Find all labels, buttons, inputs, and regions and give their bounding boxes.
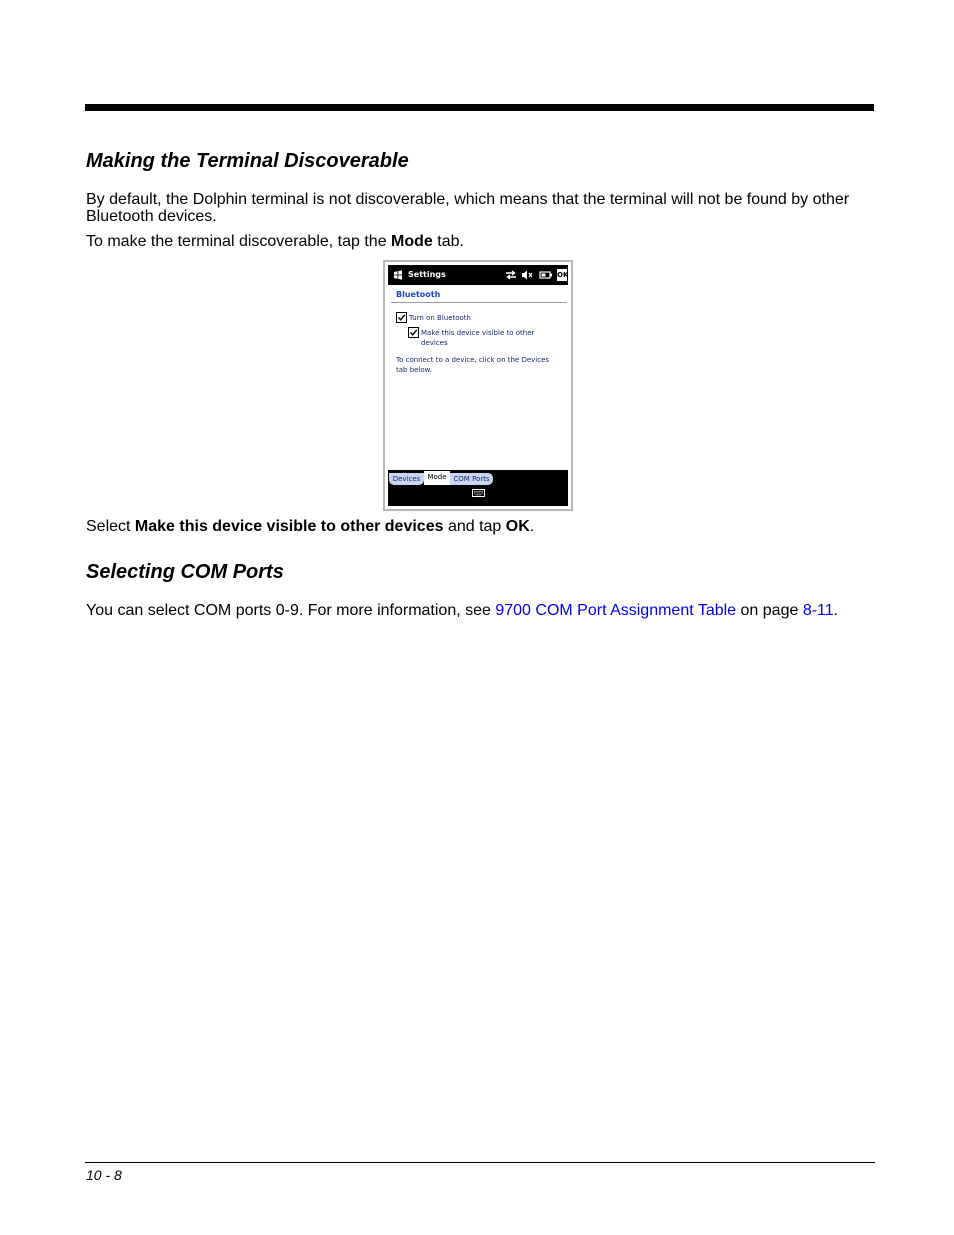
make-visible-checkbox[interactable] — [408, 327, 419, 338]
ok-bold: OK — [505, 518, 530, 535]
windows-logo-icon — [393, 270, 403, 280]
section-heading-com-ports: Selecting COM Ports — [86, 561, 284, 583]
device-bottom-bar — [388, 470, 568, 506]
header-rule — [85, 104, 874, 111]
battery-icon — [539, 270, 553, 280]
turn-on-bluetooth-checkbox[interactable] — [396, 312, 407, 323]
turn-on-bluetooth-label: Turn on Bluetooth — [409, 314, 471, 322]
ok-button[interactable]: OK — [557, 271, 569, 279]
tab-mode[interactable]: Mode — [424, 471, 450, 485]
text: Select — [86, 518, 135, 535]
make-visible-label: Make this device visible to other devices — [421, 329, 535, 347]
com-port-table-link[interactable]: 9700 COM Port Assignment Table — [495, 602, 737, 619]
text: You can select COM ports 0-9. For more information, see — [86, 602, 496, 619]
device-title-bar — [388, 265, 568, 285]
tab-devices[interactable]: Devices — [389, 473, 424, 485]
text: and tap — [443, 518, 506, 535]
checkmark-icon — [409, 328, 418, 337]
keyboard-icon[interactable] — [472, 489, 485, 497]
text: on page — [736, 602, 803, 619]
tab-com-ports[interactable]: COM Ports — [450, 473, 493, 485]
sync-arrows-icon — [505, 269, 517, 281]
text: tab. — [432, 233, 464, 250]
text: . — [833, 602, 839, 619]
com-ports-paragraph — [86, 602, 876, 619]
intro-paragraph: By default, the Dolphin terminal is not discoverable, which means that the terminal will not be found by other Bluetooth devices. — [86, 191, 850, 225]
make-visible-bold: Make this device visible to other devices — [134, 518, 444, 535]
checkmark-icon — [397, 313, 406, 322]
header-divider — [391, 302, 567, 303]
device-title: Settings — [408, 270, 446, 279]
bluetooth-header: Bluetooth — [396, 290, 441, 299]
mode-bold: Mode — [391, 233, 433, 250]
page-reference-link[interactable]: 8-11 — [802, 602, 834, 619]
volume-muted-icon — [521, 269, 533, 281]
footer-rule — [85, 1162, 875, 1163]
mode-instruction — [86, 233, 876, 250]
section-heading-discoverable: Making the Terminal Discoverable — [86, 150, 409, 172]
text: . — [529, 518, 535, 535]
select-instruction — [86, 518, 876, 535]
bluetooth-settings-screenshot — [383, 260, 573, 511]
connect-info-text: To connect to a device, click on the Devices tab below. — [396, 356, 550, 374]
text: To make the terminal discoverable, tap the — [86, 233, 392, 250]
page-number: 10 - 8 — [86, 1167, 122, 1183]
